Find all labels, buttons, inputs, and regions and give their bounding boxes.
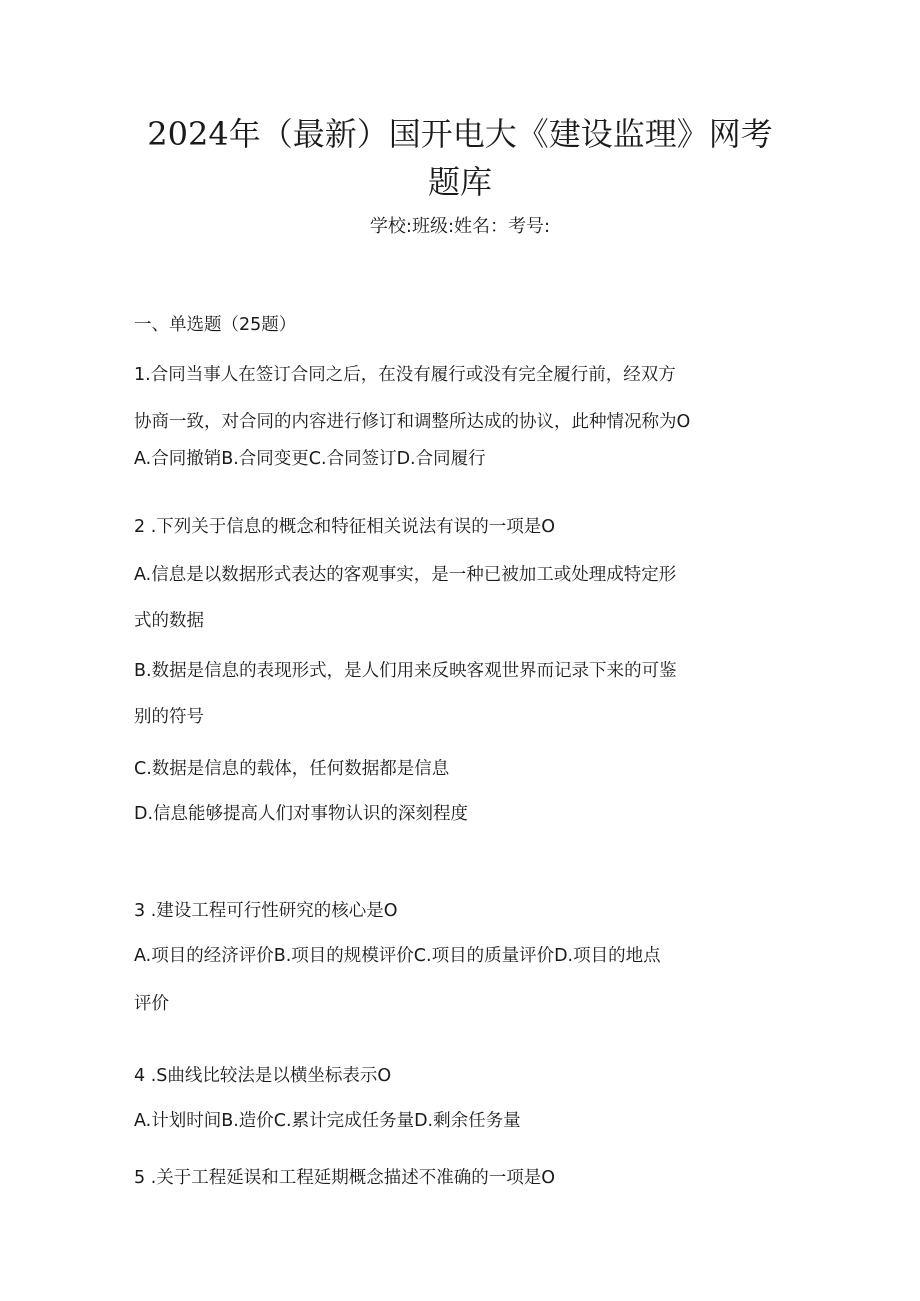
question-2-option-c: C.数据是信息的载体，任何数据都是信息 bbox=[134, 759, 450, 779]
student-info-line: 学校:班级:姓名：考号: bbox=[369, 216, 551, 237]
question-2-option-a-line-2: 式的数据 bbox=[134, 611, 204, 631]
document-title-line2: 题库 bbox=[427, 163, 492, 201]
question-2-option-a-line-1: A.信息是以数据形式表达的客观事实，是一种已被加工或处理成特定形 bbox=[134, 565, 677, 585]
question-1-line-1: 1.合同当事人在签订合同之后，在没有履行或没有完全履行前，经双方 bbox=[134, 365, 676, 385]
question-2-option-b-line-2: 别的符号 bbox=[134, 707, 204, 727]
question-4-stem: 4 .S曲线比较法是以横坐标表示O bbox=[134, 1066, 392, 1086]
document-title-line1: 2024年（最新）国开电大《建设监理》网考 bbox=[147, 115, 773, 153]
question-3-options-line-2: 评价 bbox=[134, 994, 169, 1014]
question-2-option-b-line-1: B.数据是信息的表现形式，是人们用来反映客观世界而记录下来的可鉴 bbox=[134, 661, 677, 681]
question-2-option-d: D.信息能够提高人们对事物认识的深刻程度 bbox=[134, 804, 469, 824]
question-2-stem: 2 .下列关于信息的概念和特征相关说法有误的一项是O bbox=[134, 517, 556, 537]
section-header: 一、单选题（25题） bbox=[134, 315, 297, 335]
question-5-stem: 5 .关于工程延误和工程延期概念描述不准确的一项是O bbox=[134, 1168, 556, 1188]
question-1-line-2: 协商一致，对合同的内容进行修订和调整所达成的协议，此种情况称为O bbox=[134, 412, 691, 432]
question-3-options-line-1: A.项目的经济评价B.项目的规模评价C.项目的质量评价D.项目的地点 bbox=[134, 946, 661, 966]
question-4-options: A.计划时间B.造价C.累计完成任务量D.剩余任务量 bbox=[134, 1111, 521, 1131]
question-1-options: A.合同撤销B.合同变更C.合同签订D.合同履行 bbox=[134, 449, 486, 469]
question-3-stem: 3 .建设工程可行性研究的核心是O bbox=[134, 901, 398, 921]
